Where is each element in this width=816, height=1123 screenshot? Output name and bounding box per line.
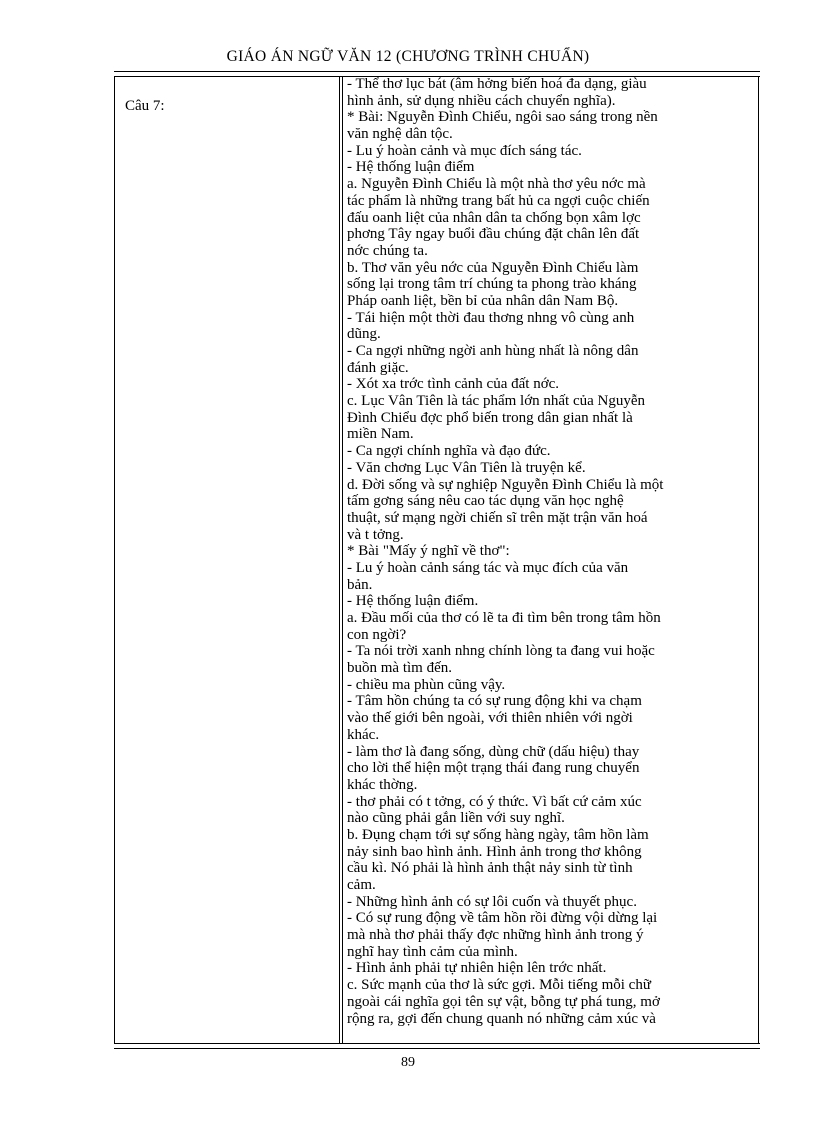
content-line: - Lu ý hoàn cảnh sáng tác và mục đích của văn [347, 559, 629, 576]
content-line: - Ta nói trời xanh nhng chính lòng ta đang vui hoặc [347, 643, 655, 660]
question-label: Câu 7: [125, 98, 165, 114]
content-line: - thơ phải có t tởng, có ý thức. Vì bất cứ cảm xúc [347, 793, 642, 810]
content-line: b. Đụng chạm tới sự sống hàng ngày, tâm hồn làm [347, 826, 649, 843]
column-divider [339, 76, 343, 1043]
content-line: khác. [347, 726, 380, 743]
content-line: - Lu ý hoàn cảnh và mục đích sáng tác. [347, 142, 582, 159]
content-line: tấm gơng sáng nêu cao tác dụng văn học nghệ [347, 493, 624, 510]
content-line: sống lại trong tâm trí chúng ta phong trào kháng [347, 276, 637, 293]
content-line: đánh giặc. [347, 359, 409, 376]
content-line: - làm thơ là đang sống, dùng chữ (dấu hiệu) thay [347, 743, 640, 760]
content-line: con ngời? [347, 626, 407, 643]
footer-rule [114, 1043, 760, 1049]
content-line: thuật, sứ mạng ngời chiến sĩ trên mặt trận văn hoá [347, 509, 648, 526]
content-line: rộng ra, gợi đến chung quanh nó những cảm xúc và [347, 1010, 656, 1027]
content-line: nớc chúng ta. [347, 242, 428, 259]
content-line: - Tái hiện một thời đau thơng nhng vô cùng anh [347, 309, 635, 326]
content-line: - Có sự rung động về tâm hồn rồi đừng vội dừng lại [347, 910, 658, 927]
content-line: dũng. [347, 326, 381, 343]
page-header: GIÁO ÁN NGỮ VĂN 12 (CHƯƠNG TRÌNH CHUẨN) [226, 48, 590, 65]
content-line: buồn mà tìm đến. [347, 660, 452, 677]
lesson-table [114, 76, 759, 1043]
content-line: - Hình ảnh phải tự nhiên hiện lên trớc nhất. [347, 960, 607, 977]
content-line: miền Nam. [347, 426, 414, 443]
content-line: phơng Tây ngay buổi đầu chúng đặt chân lên đất [347, 226, 640, 243]
content-line: Pháp oanh liệt, bền bỉ của nhân dân Nam Bộ. [347, 292, 619, 309]
content-line: a. Đầu mối của thơ có lẽ ta đi tìm bên trong tâm hồn [347, 610, 661, 626]
answer-content [347, 76, 755, 1027]
content-line: Đình Chiểu đợc phổ biến trong dân gian nhất là [347, 409, 633, 426]
content-line: - Ca ngợi những ngời anh hùng nhất là nông dân [347, 343, 639, 359]
content-line: đấu oanh liệt của nhân dân ta chống bọn xâm lợc [347, 209, 641, 226]
content-line: cho lời thể hiện một trạng thái đang rung chuyển [347, 760, 640, 777]
content-line: hình ảnh, sử dụng nhiều cách chuyển nghĩa). [347, 92, 616, 109]
content-line: - Hệ thống luận điểm. [347, 593, 479, 610]
content-line: - Những hình ảnh có sự lôi cuốn và thuyết phục. [347, 893, 637, 910]
content-line: vào thế giới bên ngoài, với thiên nhiên với ngời [347, 710, 633, 727]
content-line: - Thể thơ lục bát (âm hởng biến hoá đa dạng, giàu [347, 76, 647, 92]
content-line: khác thờng. [347, 776, 418, 793]
content-line: nghĩ hay tình cảm của mình. [347, 943, 518, 960]
content-line: nảy sinh bao hình ảnh. Hình ảnh trong thơ không [347, 843, 642, 860]
content-line: ngoài cái nghĩa gọi tên sự vật, bỗng tự phá tung, mở [347, 993, 660, 1010]
content-line: - Ca ngợi chính nghĩa và đạo đức. [347, 443, 551, 460]
content-line: c. Lục Vân Tiên là tác phẩm lớn nhất của Nguyễn [347, 393, 646, 410]
content-line: - Văn chơng Lục Vân Tiên là truyện kể. [347, 459, 586, 476]
content-line: b. Thơ văn yêu nớc của Nguyễn Đình Chiểu làm [347, 259, 639, 276]
content-line: nào cũng phải gắn liền với suy nghĩ. [347, 810, 565, 827]
content-line: mà nhà thơ phải thấy đợc những hình ảnh trong ý [347, 927, 644, 944]
content-line: văn nghệ dân tộc. [347, 126, 453, 143]
content-line: - Tâm hồn chúng ta có sự rung động khi va chạm [347, 693, 642, 710]
page-number: 89 [401, 1055, 415, 1070]
content-line: * Bài: Nguyễn Đình Chiểu, ngôi sao sáng trong nền [347, 109, 658, 126]
content-line: c. Sức mạnh của thơ là sức gợi. Mỗi tiếng mỗi chữ [347, 977, 651, 994]
content-line: d. Đời sống và sự nghiệp Nguyễn Đình Chiểu là một [347, 476, 664, 493]
content-line: - chiều ma phùn cũng vậy. [347, 676, 506, 693]
content-line: cảm. [347, 877, 376, 893]
content-line: - Xót xa trớc tình cảnh của đất nớc. [347, 376, 560, 393]
content-line: tác phẩm là những trang bất hủ ca ngợi cuộc chiến [347, 192, 650, 209]
content-line: - Hệ thống luận điểm [347, 159, 475, 176]
content-line: a. Nguyễn Đình Chiểu là một nhà thơ yêu nớc mà [347, 176, 646, 193]
content-line: cầu kì. Nó phải là hình ảnh thật nảy sinh từ tình [347, 860, 633, 877]
content-line: và t tởng. [347, 526, 404, 543]
content-line: bản. [347, 576, 373, 593]
content-line: * Bài "Mấy ý nghĩ về thơ": [347, 543, 510, 560]
